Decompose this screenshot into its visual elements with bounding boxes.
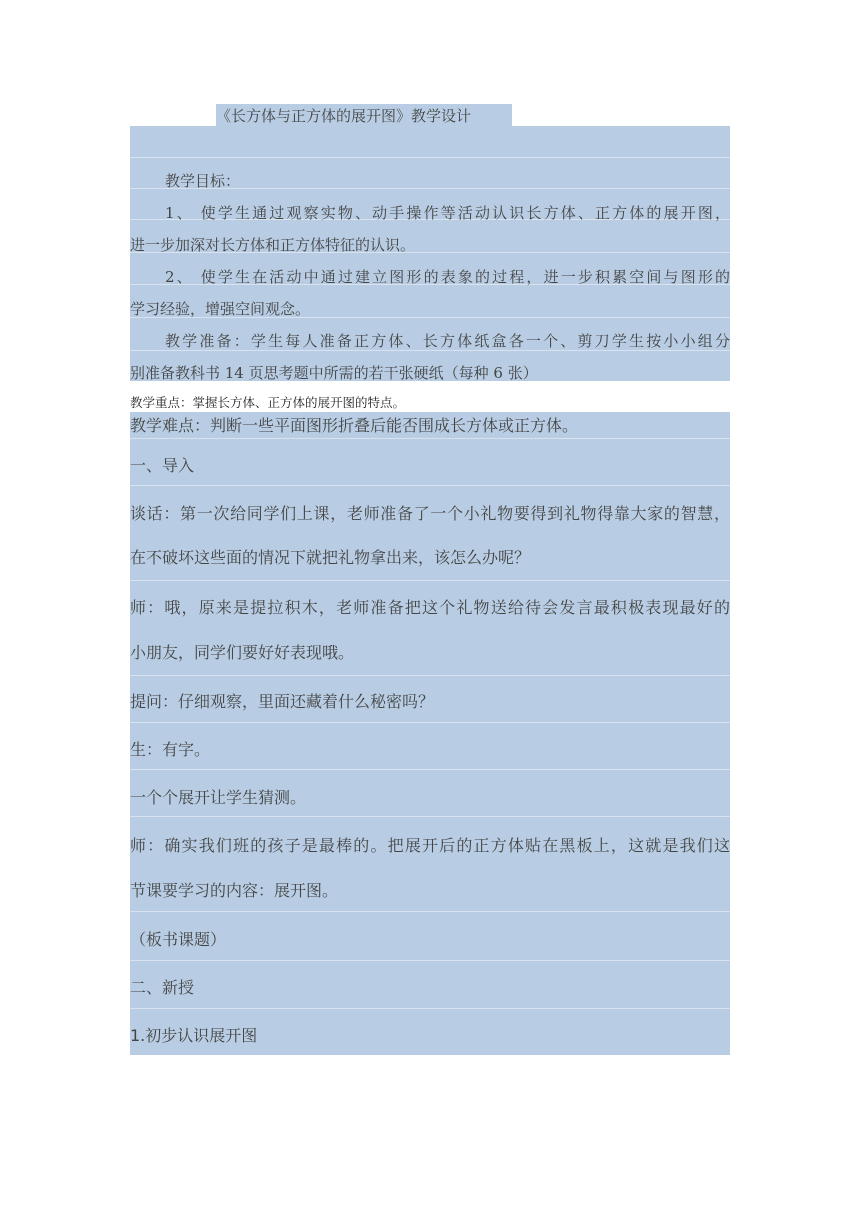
preparation-line-2: 别准备教科书 14 页思考题中所需的若干张硬纸（每种 6 张） [130, 364, 538, 382]
document-title: 《长方体与正方体的展开图》教学设计 [216, 107, 472, 125]
row-divider [130, 911, 730, 912]
row-divider [130, 580, 730, 581]
row-divider [130, 157, 730, 158]
board-note: （板书课题） [130, 930, 227, 949]
subsection-heading: 1.初步认识展开图 [130, 1026, 258, 1045]
objectives-heading: 教学目标： [165, 172, 241, 190]
objective-2-line-2: 学习经验，增强空间观念。 [130, 300, 311, 318]
section-heading-new: 二、新授 [130, 978, 195, 997]
student-line: 生：有字。 [130, 740, 211, 759]
teacher-line-1: 师：哦，原来是提拉积木，老师准备把这个礼物送给待会发言最积极表现最好的 [130, 598, 730, 617]
teacher-2-line-1: 师：确实我们班的孩子是最棒的。把展开后的正方体贴在黑板上，这就是我们这 [130, 836, 730, 855]
talk-line-1: 谈话：第一次给同学们上课，老师准备了一个小礼物要得到礼物得靠大家的智慧， [130, 504, 730, 523]
preparation-line-1: 教学准备：学生每人准备正方体、长方体纸盒各一个、剪刀学生按小小组分 [165, 332, 730, 350]
key-point: 教学重点：掌握长方体、正方体的展开图的特点。 [130, 395, 406, 410]
row-divider [130, 675, 730, 676]
objective-1-line-2: 进一步加深对长方体和正方体特征的认识。 [130, 236, 416, 254]
row-divider [130, 1008, 730, 1009]
teacher-line-2: 小朋友，同学们要好好表现哦。 [130, 643, 355, 662]
row-divider [130, 722, 730, 723]
difficulty-line: 教学难点：判断一些平面图形折叠后能否围成长方体或正方体。 [130, 416, 579, 435]
objective-1-line-1: 1、 使学生通过观察实物、动手操作等活动认识长方体、正方体的展开图， [165, 204, 730, 222]
row-divider [130, 960, 730, 961]
question-line: 提问：仔细观察，里面还藏着什么秘密吗？ [130, 692, 435, 711]
row-divider [130, 438, 730, 439]
row-divider [130, 769, 730, 770]
unfold-line: 一个个展开让学生猜测。 [130, 788, 307, 807]
section-heading-intro: 一、导入 [130, 456, 195, 475]
row-divider [130, 816, 730, 817]
talk-line-2: 在不破坏这些面的情况下就把礼物拿出来，该怎么办呢？ [130, 548, 531, 567]
row-divider [130, 485, 730, 486]
teacher-2-line-2: 节课要学习的内容：展开图。 [130, 881, 339, 900]
objective-2-line-1: 2、 使学生在活动中通过建立图形的表象的过程，进一步积累空间与图形的 [165, 268, 730, 286]
